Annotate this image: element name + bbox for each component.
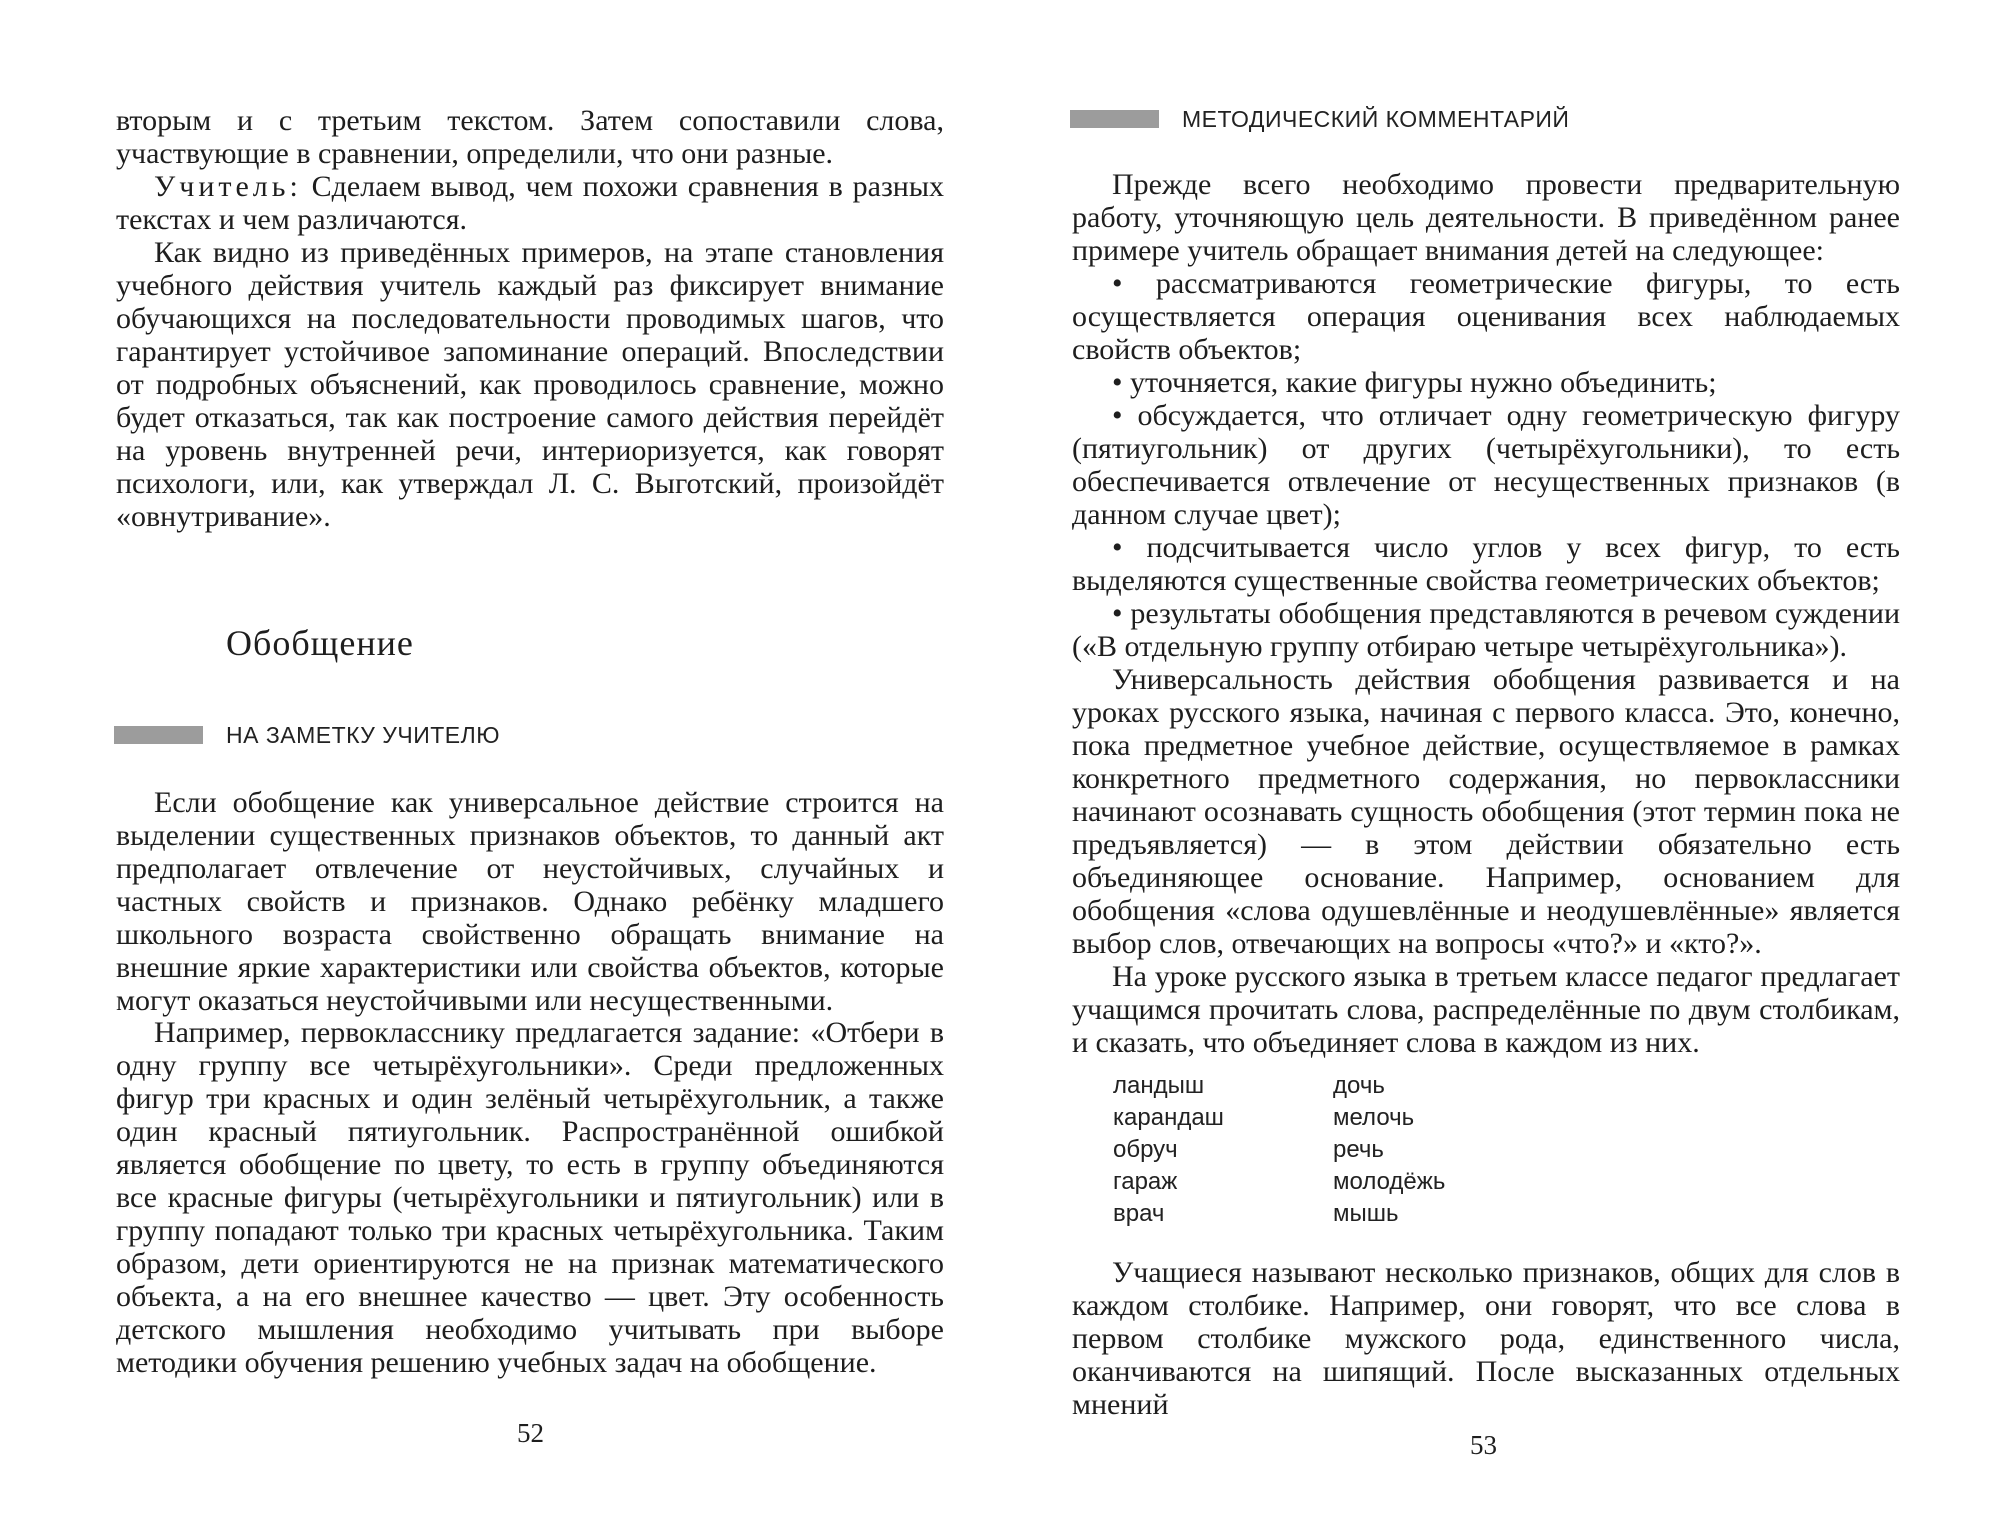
comment-paragraph-4: Учащиеся называют несколько признаков, общих для слов в каждом столбике. Например, они говорят, что все слова в первом столбике мужского рода, единственного числа, оканчиваются на шипящий. После высказанных отдельных мнений — [1072, 1256, 1900, 1421]
word-column-2-item: молодёжь — [1333, 1168, 1446, 1195]
intro-paragraph-2: Как видно из приведённых примеров, на этапе становления учебного действия учитель каждый раз фиксирует внимание обучающихся на последовательности проводимых шагов, что гарантирует устойчивое запоминание операций. Впоследствии от подробных объяснений, как проводилось сравнение, можно будет отказаться, так как построение самого действия перейдёт на уровень внутренней речи, интериоризуется, как говорят психологи, или, как утверждал Л. С. Выготский, произойдёт «овнутривание». — [116, 236, 944, 533]
word-row — [1113, 1134, 1445, 1166]
note-paragraph-1: Если обобщение как универсальное действие строится на выделении существенных признаков объектов, то данный акт предполагает отвлечение от неустойчивых, случайных и частных свойств и признаков. Однако ребёнку младшего школьного возраста свойственно обращать внимание на внешние яркие характеристики или свойства объектов, которые могут оказаться неустойчивыми или несущественными. — [116, 786, 944, 1017]
word-row — [1113, 1166, 1445, 1198]
page-number: 53 — [1470, 1430, 1497, 1460]
section-title: Обобщение — [226, 623, 414, 663]
bullet-item: • результаты обобщения представляются в речевом суждении («В отдельную группу отбираю четыре четырёхугольника»). — [1072, 597, 1900, 663]
bullet-item: • уточняется, какие фигуры нужно объединить; — [1112, 366, 1717, 399]
comment-heading-label: МЕТОДИЧЕСКИЙ КОММЕНТАРИЙ — [1182, 106, 1570, 132]
word-column-1-item: врач — [1113, 1200, 1165, 1227]
note-paragraph-2: Например, первокласснику предлагается задание: «Отбери в одну группу все четырёхугольники». Среди предложенных фигур три красных и один зелёный четырёхугольник, а также один красный пятиугольник. Распространённой ошибкой является обобщение по цвету, то есть в группу объединяются все красные фигуры (четырёхугольники и пятиугольник) или в группу попадают только три красных четырёхугольника. Таким образом, дети ориентируются не на признак математического объекта, а на его внешнее качество — цвет. Эту особенность детского мышления необходимо учитывать при выборе методики обучения решению учебных задач на обобщение. — [116, 1016, 944, 1379]
note-heading-label: НА ЗАМЕТКУ УЧИТЕЛЮ — [226, 722, 500, 748]
comment-paragraph-3: На уроке русского языка в третьем классе педагог предлагает учащимся прочитать слова, распределённые по двум столбикам, и сказать, что объединяет слова в каждом из них. — [1072, 960, 1900, 1059]
intro-paragraph-1: вторым и с третьим текстом. Затем сопоставили слова, участвующие в сравнении, определили, что они разные. — [116, 104, 944, 170]
comment-paragraph-1: Прежде всего необходимо провести предварительную работу, уточняющую цель деятельности. В приведённом ранее примере учитель обращает внимания детей на следующее: — [1072, 168, 1900, 267]
word-columns-table — [1113, 1070, 1445, 1230]
word-column-2-item: мелочь — [1333, 1104, 1415, 1131]
teacher-remark — [116, 170, 944, 236]
heading-bar — [1070, 110, 1159, 128]
bullet-item: • рассматриваются геометрические фигуры, то есть осуществляется операция оценивания всех наблюдаемых свойств объектов; — [1072, 267, 1900, 366]
word-column-2-item: дочь — [1333, 1072, 1385, 1099]
bullet-item: • подсчитывается число углов у всех фигур, то есть выделяются существенные свойства геометрических объектов; — [1072, 531, 1900, 597]
word-column-1-item: гараж — [1113, 1168, 1178, 1195]
word-row — [1113, 1070, 1445, 1102]
right-page — [1000, 0, 2000, 1525]
comment-paragraph-2: Универсальность действия обобщения развивается и на уроках русского языка, начиная с первого класса. Это, конечно, пока предметное учебное действие, осуществляемое в рамках конкретного предметного содержания, но первоклассники начинают осознавать сущность обобщения (этот термин пока не предъявляется) — в этом действии обязательно есть объединяющее основание. Например, основанием для обобщения «слова одушевлённые и неодушевлённые» является выбор слов, отвечающих на вопросы «что?» и «кто?». — [1072, 663, 1900, 960]
bullet-item: • обсуждается, что отличает одну геометрическую фигуру (пятиугольник) от других (четырёхугольники), то есть обеспечивается отвлечение от несущественных признаков (в данном случае цвет); — [1072, 399, 1900, 531]
word-row — [1113, 1102, 1445, 1134]
teacher-label: Учитель: — [154, 170, 302, 203]
comment-heading — [1070, 104, 1770, 134]
word-column-2-item: речь — [1333, 1136, 1384, 1163]
word-column-1-item: карандаш — [1113, 1104, 1224, 1131]
note-heading — [114, 720, 714, 750]
word-column-1-item: ландыш — [1113, 1072, 1205, 1099]
teacher-text: Сделаем вывод, чем похожи сравнения в разных текстах и чем различаются. — [116, 170, 945, 236]
word-column-2-item: мышь — [1333, 1200, 1399, 1227]
page-number: 52 — [517, 1418, 544, 1448]
word-row — [1113, 1198, 1445, 1230]
heading-bar — [114, 726, 203, 744]
word-column-1-item: обруч — [1113, 1136, 1178, 1163]
